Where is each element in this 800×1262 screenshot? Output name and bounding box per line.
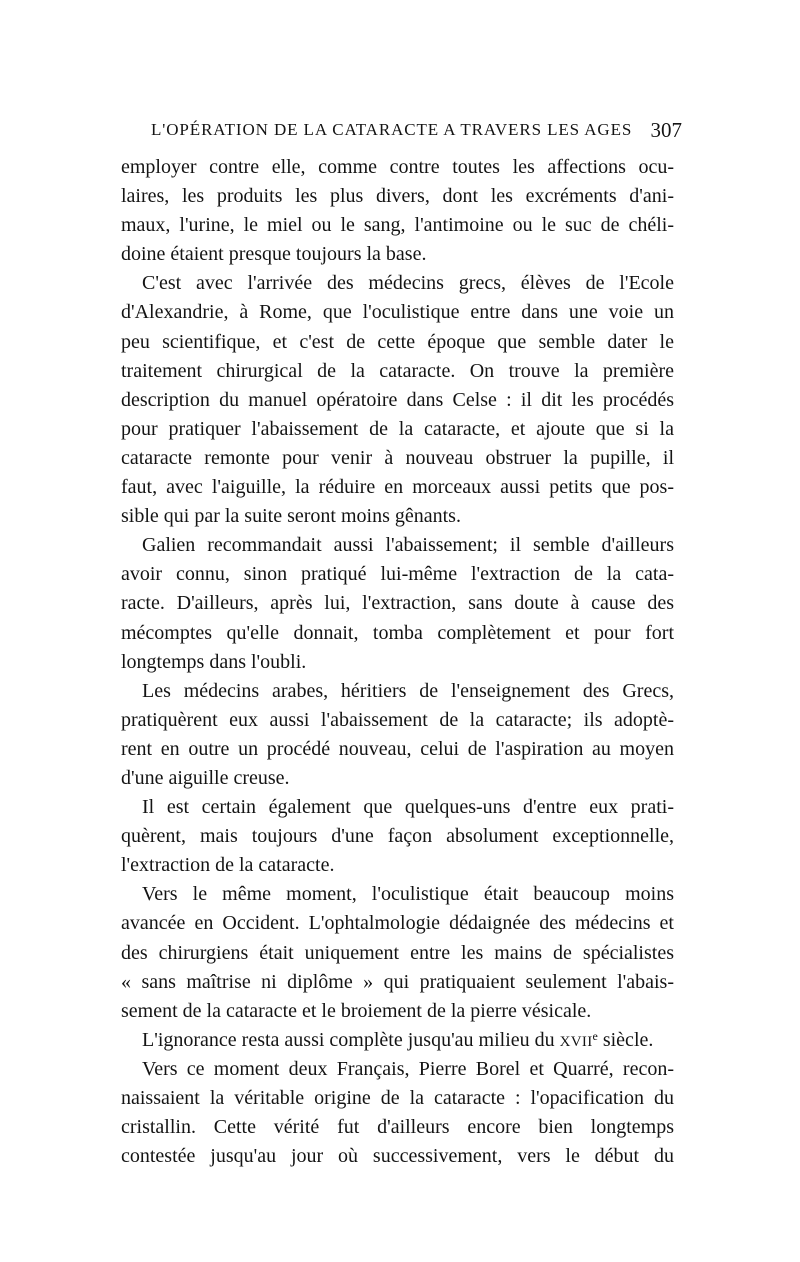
text-line: avancée en Occident. L'ophtalmologie dédaignée des médecins et [121,912,674,935]
text-line: peu scientifique, et c'est de cette époque que semble dater le [121,330,674,353]
text-line: d'une aiguille creuse. [121,766,290,789]
text-line: mécomptes qu'elle donnait, tomba complètement et pour fort [121,621,674,644]
text-line: quèrent, mais toujours d'une façon absolument exceptionnelle, [121,825,674,848]
text-line: rent en outre un procédé nouveau, celui de l'aspiration au moyen [121,737,674,760]
text-line: Vers le même moment, l'oculistique était beaucoup moins [142,883,674,906]
text-line: doine étaient presque toujours la base. [121,243,427,266]
text-line: pour pratiquer l'abaissement de la cataracte, et ajoute que si la [121,417,674,440]
body-text [121,153,674,1171]
text-line: faut, avec l'aiguille, la réduire en morceaux aussi petits que pos- [121,476,674,499]
text-line [121,1026,674,1055]
text-line: Vers ce moment deux Français, Pierre Borel et Quarré, recon- [142,1057,674,1080]
running-title: L'OPÉRATION DE LA CATARACTE A TRAVERS LES AGES [151,120,633,139]
century-numeral: XVII [559,1033,593,1050]
text-line: pratiquèrent eux aussi l'abaissement de la cataracte; ils adoptè- [121,708,674,731]
text-line: description du manuel opératoire dans Celse : il dit les procédés [121,388,674,411]
running-head [121,116,682,144]
text-line: racte. D'ailleurs, après lui, l'extraction, sans doute à cause des [121,592,674,615]
page-number: 307 [650,118,682,142]
text-line: C'est avec l'arrivée des médecins grecs, élèves de l'Ecole [142,272,674,295]
text-line: cristallin. Cette vérité fut d'ailleurs encore bien longtemps [121,1116,674,1139]
text-line: cataracte remonte pour venir à nouveau obstruer la pupille, il [121,446,674,469]
text-line: d'Alexandrie, à Rome, que l'oculistique entre dans une voie un [121,301,674,324]
text-line: avoir connu, sinon pratiqué lui-même l'extraction de la cata- [121,563,674,586]
text-line: sement de la cataracte et le broiement de la pierre vésicale. [121,999,592,1022]
text-line: traitement chirurgical de la cataracte. On trouve la première [121,359,674,382]
text-line: contestée jusqu'au jour où successivement, vers le début du [121,1145,674,1168]
text-line: maux, l'urine, le miel ou le sang, l'antimoine ou le suc de chéli- [121,214,674,237]
text-line: « sans maîtrise ni diplôme » qui pratiquaient seulement l'abais- [121,970,674,993]
text-line: Galien recommandait aussi l'abaissement; il semble d'ailleurs [142,534,674,557]
text-line: longtemps dans l'oubli. [121,650,307,673]
century-superscript: e [592,1028,598,1043]
text-line: l'extraction de la cataracte. [121,854,335,877]
text-line: sible qui par la suite seront moins gênants. [121,505,461,528]
text-fragment: siècle. [597,1028,654,1051]
text-line: employer contre elle, comme contre toutes les affections ocu- [121,156,674,178]
text-line: Les médecins arabes, héritiers de l'enseignement des Grecs, [142,679,674,702]
text-line: des chirurgiens était uniquement entre les mains de spécialistes [121,941,674,964]
text-line: naissaient la véritable origine de la cataracte : l'opacification du [121,1087,674,1109]
text-line: laires, les produits les plus divers, dont les excréments d'ani- [121,185,674,208]
text-line: Il est certain également que quelques-uns d'entre eux prati- [142,796,674,819]
text-fragment: L'ignorance resta aussi complète jusqu'au milieu du [142,1028,560,1051]
